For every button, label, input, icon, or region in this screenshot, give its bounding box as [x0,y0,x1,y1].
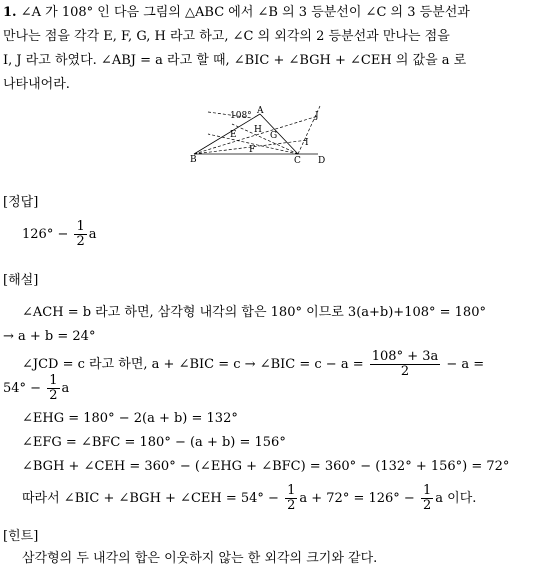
hint-text: 삼각형의 두 내각의 합은 이웃하지 않는 한 외각의 크기와 같다. [22,551,378,566]
solution-header: [해설] [3,273,39,288]
answer-fraction [74,220,86,249]
point-j-label: J [315,111,319,121]
point-g-label: G [270,131,278,141]
solution-step-3-den: 2 [400,364,410,379]
answer-suffix: a [88,227,97,242]
solution-step-3-text: ∠JCD = c 라고 하면, a + ∠BIC = c → ∠BIC = c − a = [22,357,364,372]
point-h-label: H [254,125,262,135]
solution-step-4-fraction [47,374,59,403]
solution-step-4 [3,374,69,403]
solution-step-6: ∠EFG = ∠BFC = 180° − (a + b) = 156° [22,435,286,450]
triangle-figure [188,104,338,168]
solution-step-8-num-1: 1 [287,483,296,498]
solution-step-4-den: 2 [49,388,58,403]
answer-prefix: 126° − [22,227,69,242]
solution-step-3-num: 108° + 3a [371,349,439,364]
answer-header: [정답] [3,195,39,210]
problem-number: 1. [3,5,17,20]
solution-step-8-mid: a + 72° = 126° − [299,491,415,506]
point-a-label: A [257,106,264,116]
solution-step-8 [22,484,476,513]
point-i-label: I [305,138,309,148]
solution-step-5: ∠EHG = 180° − 2(a + b) = 132° [22,411,238,426]
problem-text-1: ∠A 가 108° 인 다음 그림의 △ABC 에서 ∠B 의 3 등분선이 ∠C 의 3 등분선과 [20,5,470,20]
solution-step-8-text: 따라서 ∠BIC + ∠BGH + ∠CEH = 54° − [22,491,279,506]
point-e-label: E [230,130,237,140]
solution-step-8-den-2: 2 [422,498,432,513]
solution-step-2: → a + b = 24° [3,329,96,344]
figure-angle-label: 108° [230,111,252,121]
answer-value [22,220,97,249]
solution-step-8-fraction-1 [285,484,297,513]
solution-step-3 [22,350,484,379]
point-d-label: D [318,156,326,166]
point-f-label: F [249,145,256,155]
solution-step-3-tail: − a = [446,357,485,372]
point-b-label: B [190,155,197,165]
problem-line-2: 만나는 점을 각각 E, F, G, H 라고 하고, ∠C 의 외각의 2 등분선과 만나는 점을 [3,29,450,44]
solution-step-8-tail: a 이다. [435,491,477,506]
problem-line-3: I, J 라고 하였다. ∠ABJ = a 라고 할 때, ∠BIC + ∠BGH + ∠CEH 의 값을 a 로 [3,53,467,68]
solution-step-8-num-2: 1 [422,483,432,498]
solution-step-8-den-1: 2 [287,498,296,513]
answer-frac-num: 1 [76,219,85,234]
answer-frac-den: 2 [76,234,85,249]
problem-line-1 [3,4,470,22]
solution-step-7: ∠BGH + ∠CEH = 360° − (∠EHG + ∠BFC) = 360° − (132° + 156°) = 72° [22,459,510,474]
problem-line-4: 나타내어라. [3,77,70,92]
point-c-label: C [294,156,301,166]
solution-step-4-tail: a [61,381,70,396]
solution-step-3-fraction [370,350,441,379]
solution-step-8-fraction-2 [421,484,433,513]
solution-step-1: ∠ACH = b 라고 하면, 삼각형 내각의 합은 180° 이므로 3(a+b)+108° = 180° [22,305,486,320]
hint-header: [힌트] [3,529,39,544]
solution-step-4-text: 54° − [3,381,42,396]
solution-step-4-num: 1 [49,373,58,388]
